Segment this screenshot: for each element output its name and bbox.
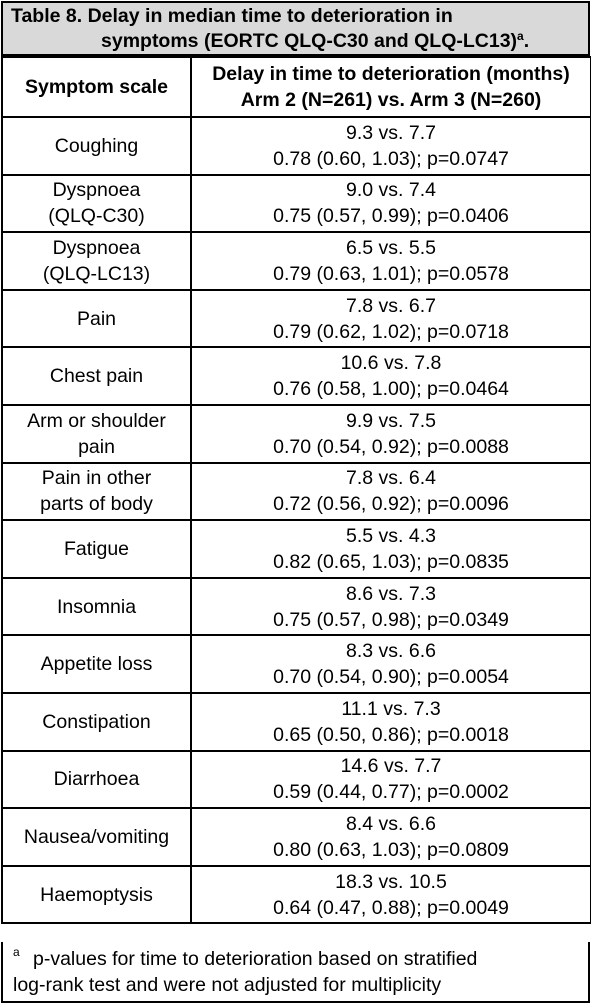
symptom-label: (QLQ-LC13)	[42, 262, 151, 285]
symptom-cell	[2, 463, 191, 521]
hazard-ratio-p-value: 0.76 (0.58, 1.00); p=0.0464	[273, 378, 509, 401]
hazard-ratio-p-value: 0.65 (0.50, 0.86); p=0.0018	[273, 723, 509, 746]
hazard-ratio-p-value: 0.75 (0.57, 0.99); p=0.0406	[273, 205, 509, 228]
symptom-cell	[2, 866, 191, 924]
symptom-cell	[2, 635, 191, 693]
median-comparison: 8.4 vs. 6.6	[346, 812, 436, 835]
table-row	[2, 808, 591, 866]
symptom-cell	[2, 117, 191, 175]
footnote-line-1: p-values for time to deterioration based on stratified	[33, 948, 478, 970]
table-row	[2, 290, 591, 348]
table-row	[2, 463, 591, 521]
title-line-1: Table 8. Delay in median time to deterioration in	[11, 5, 453, 27]
symptom-label: Constipation	[42, 710, 151, 733]
median-comparison: 11.1 vs. 7.3	[341, 697, 441, 720]
median-comparison: 18.3 vs. 10.5	[335, 870, 447, 893]
symptom-cell	[2, 405, 191, 463]
symptom-label: (QLQ-C30)	[48, 205, 145, 228]
title-line-2	[101, 30, 529, 53]
hazard-ratio-p-value: 0.78 (0.60, 1.03); p=0.0747	[273, 147, 509, 170]
header-symptom-scale: Symptom scale	[2, 57, 191, 117]
delay-cell	[191, 117, 591, 175]
symptom-label: Appetite loss	[40, 653, 153, 676]
hazard-ratio-p-value: 0.75 (0.57, 0.98); p=0.0349	[273, 608, 509, 631]
symptom-label: Nausea/vomiting	[23, 825, 170, 848]
table-row	[2, 175, 591, 233]
symptom-label: parts of body	[40, 493, 153, 516]
delay-cell	[191, 866, 591, 924]
hazard-ratio-p-value: 0.59 (0.44, 0.77); p=0.0002	[273, 781, 509, 804]
symptom-label: Chest pain	[49, 365, 144, 388]
delay-cell	[191, 463, 591, 521]
delay-cell	[191, 232, 591, 290]
median-comparison: 7.8 vs. 6.4	[346, 467, 436, 490]
delay-cell	[191, 808, 591, 866]
footnote-line-2: log-rank test and were not adjusted for multiplicity	[13, 974, 442, 996]
symptom-cell	[2, 347, 191, 405]
title-line-2-text: symptoms (EORTC QLQ-C30 and QLQ-LC13)	[101, 30, 518, 52]
delay-cell	[191, 290, 591, 348]
table-row	[2, 347, 591, 405]
title-footnote-mark: a	[517, 29, 524, 43]
hazard-ratio-p-value: 0.70 (0.54, 0.90); p=0.0054	[273, 666, 509, 689]
delay-cell	[191, 347, 591, 405]
hazard-ratio-p-value: 0.70 (0.54, 0.92); p=0.0088	[273, 435, 509, 458]
symptom-label: Arm or shoulder	[27, 409, 166, 432]
symptom-label: Fatigue	[63, 537, 130, 560]
median-comparison: 8.6 vs. 7.3	[346, 582, 436, 605]
median-comparison: 9.3 vs. 7.7	[346, 121, 436, 144]
table-row	[2, 520, 591, 578]
hazard-ratio-p-value: 0.79 (0.63, 1.01); p=0.0578	[273, 262, 509, 285]
median-comparison: 9.9 vs. 7.5	[346, 409, 436, 432]
delay-cell	[191, 175, 591, 233]
symptom-cell	[2, 751, 191, 809]
delay-cell	[191, 405, 591, 463]
median-comparison: 5.5 vs. 4.3	[346, 524, 436, 547]
table-row	[2, 117, 591, 175]
median-comparison: 14.6 vs. 7.7	[340, 755, 442, 778]
hazard-ratio-p-value: 0.80 (0.63, 1.03); p=0.0809	[273, 838, 509, 861]
symptom-label: Diarrhoea	[53, 768, 140, 791]
symptom-cell	[2, 808, 191, 866]
table-row	[2, 232, 591, 290]
header-row	[2, 57, 591, 117]
symptom-label: Dyspnoea	[52, 179, 141, 202]
delay-cell	[191, 693, 591, 751]
symptom-label: Coughing	[54, 134, 139, 157]
table-title	[1, 1, 590, 56]
title-period: .	[523, 30, 530, 52]
hazard-ratio-p-value: 0.82 (0.65, 1.03); p=0.0835	[273, 550, 509, 573]
symptom-cell	[2, 175, 191, 233]
table-row	[2, 578, 591, 636]
median-comparison: 6.5 vs. 5.5	[346, 236, 436, 259]
symptom-label: Haemoptysis	[40, 883, 153, 906]
footnote	[1, 942, 590, 1003]
median-comparison: 8.3 vs. 6.6	[346, 640, 436, 663]
symptom-label: Insomnia	[56, 595, 137, 618]
symptom-cell	[2, 520, 191, 578]
header-delay	[191, 57, 591, 117]
delay-cell	[191, 578, 591, 636]
symptom-label: Dyspnoea	[52, 236, 141, 259]
table-row	[2, 693, 591, 751]
table-body	[2, 117, 591, 923]
symptom-label: pain	[78, 435, 115, 458]
symptom-cell	[2, 578, 191, 636]
symptom-cell	[2, 693, 191, 751]
footnote-mark: a	[13, 945, 20, 959]
table-row	[2, 405, 591, 463]
symptom-table	[1, 56, 591, 924]
delay-cell	[191, 520, 591, 578]
symptom-cell	[2, 290, 191, 348]
median-comparison: 9.0 vs. 7.4	[346, 179, 436, 202]
table-row	[2, 751, 591, 809]
hazard-ratio-p-value: 0.79 (0.62, 1.02); p=0.0718	[273, 320, 509, 343]
table-row	[2, 635, 591, 693]
header-delay-line-2: Arm 2 (N=261) vs. Arm 3 (N=260)	[240, 89, 542, 111]
median-comparison: 7.8 vs. 6.7	[346, 294, 436, 317]
symptom-label: Pain	[76, 307, 117, 330]
median-comparison: 10.6 vs. 7.8	[340, 352, 442, 375]
header-delay-line-1: Delay in time to deterioration (months)	[212, 63, 570, 85]
symptom-label: Pain in other	[41, 467, 152, 490]
delay-cell	[191, 751, 591, 809]
hazard-ratio-p-value: 0.64 (0.47, 0.88); p=0.0049	[273, 896, 509, 919]
delay-cell	[191, 635, 591, 693]
table-row	[2, 866, 591, 924]
hazard-ratio-p-value: 0.72 (0.56, 0.92); p=0.0096	[273, 493, 509, 516]
symptom-cell	[2, 232, 191, 290]
